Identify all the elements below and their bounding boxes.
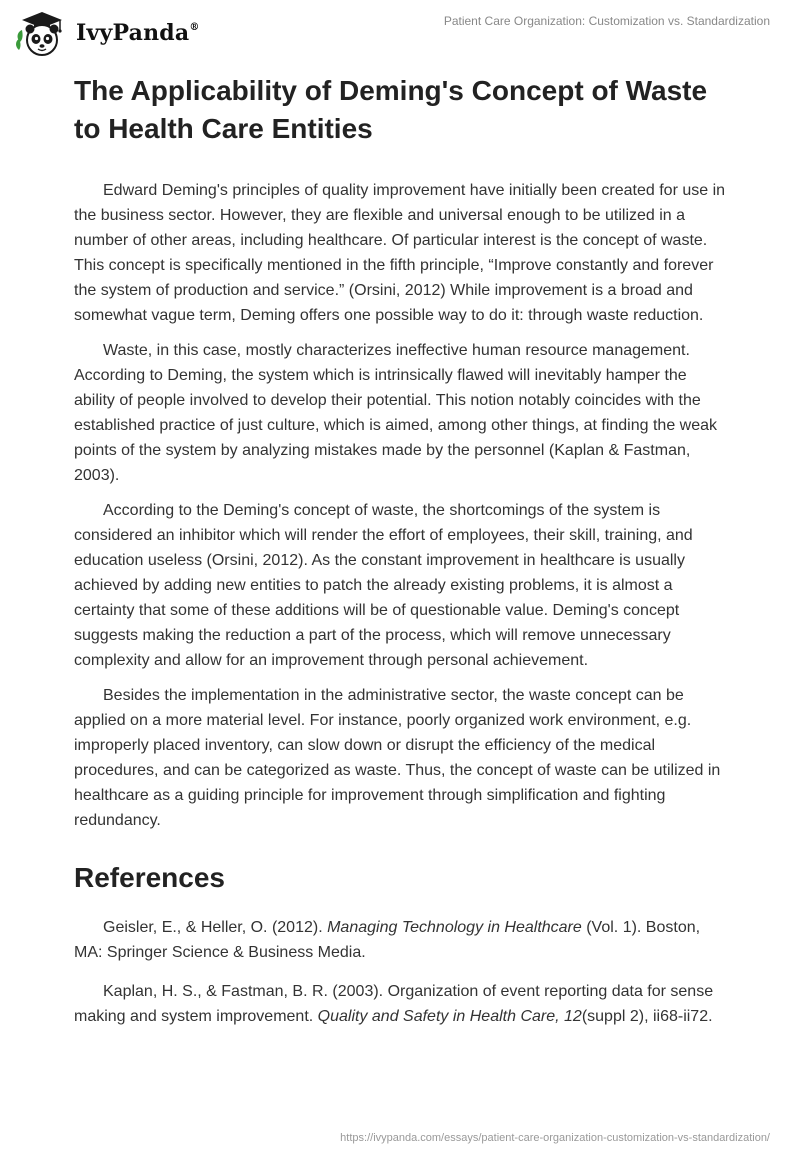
body-paragraph: Edward Deming's principles of quality improvement have initially been created for use in the business sector. However, they are flexible and universal enough to be utilized in a number of other areas, including healthcare. Of particular interest is the concept of waste. This concept is specifically mentioned in the fifth principle, “Improve constantly and forever the system of production and service.” (Orsini, 2012) While improvement is a broad and somewhat vague term, Deming offers one possible way to do it: through waste reduction. — [74, 182, 726, 324]
article-body — [74, 72, 726, 1043]
site-logo[interactable] — [14, 8, 200, 58]
panda-graduate-icon — [14, 8, 70, 58]
article-title: The Applicability of Deming's Concept of Waste to Health Care Entities — [74, 75, 708, 144]
reference-item: Kaplan, H. S., & Fastman, B. R. (2003). Organization of event reporting data for sense making and system improvement. Quality and Safety in Health Care, 12(suppl 2), ii68-ii72. — [74, 983, 714, 1025]
body-paragraph: Besides the implementation in the administrative sector, the waste concept can be applied on a more material level. For instance, poorly organized work environment, e.g. improperly placed inventory, can slow down or disrupt the efficiency of the medical procedures, and can be categorized as waste. Thus, the concept of waste can be utilized in healthcare as a guiding principle for improvement through simplification and fighting redundancy. — [74, 687, 721, 829]
body-paragraph: Waste, in this case, mostly characterizes ineffective human resource management. According to Deming, the system which is intrinsically flawed will inevitably hamper the ability of people involved to develop their potential. This notion notably coincides with the established practice of just culture, which is aimed, among other things, at finding the weak points of the system by analyzing mistakes made by the personnel (Kaplan & Fastman, 2003). — [74, 342, 718, 484]
running-title: Patient Care Organization: Customization vs. Standardization — [443, 14, 770, 28]
logo-wordmark: IvyPanda® — [76, 20, 200, 46]
reference-item: Geisler, E., & Heller, O. (2012). Managing Technology in Healthcare (Vol. 1). Boston, MA: Springer Science & Business Media. — [74, 919, 701, 961]
references-heading: References — [74, 862, 225, 893]
body-paragraph: According to the Deming's concept of waste, the shortcomings of the system is considered an inhibitor which will render the effort of employees, their skill, training, and education useless (Orsini, 2012). As the constant improvement in healthcare is usually achieved by adding new entities to patch the already existing problems, it is almost a certainty that some of these additions will be of questionable value. Deming's concept suggests making the reduction a part of the process, which will remove unnecessary complexity and allow for an improvement through personal achievement. — [74, 502, 693, 669]
source-url-link[interactable]: https://ivypanda.com/essays/patient-care-organization-customization-vs-standardization/ — [340, 1132, 770, 1144]
